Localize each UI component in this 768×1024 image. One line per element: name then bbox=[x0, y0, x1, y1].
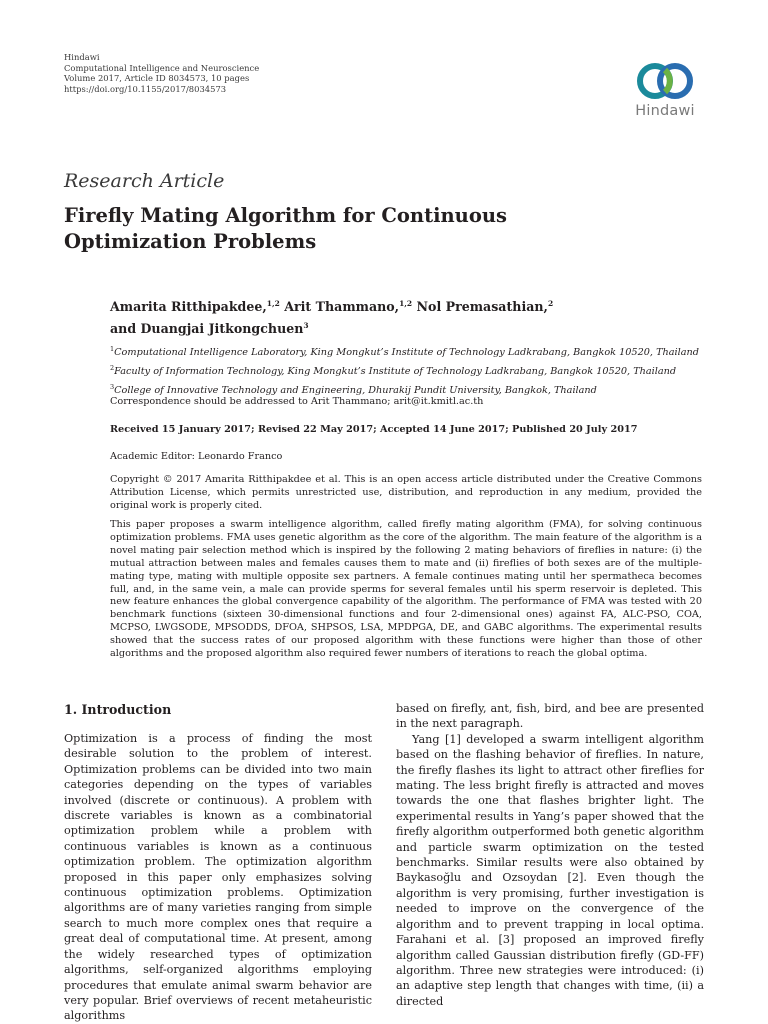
volume-line: Volume 2017, Article ID 8034573, 10 pages bbox=[64, 73, 250, 84]
paragraph: Yang [1] developed a swarm intelligent algorithm based on the flashing behavior of fireflies. In nature, the firefly flashes its light to attract other fireflies for mating. The less bright firefly is attracted and moves towards the one that flashes brighter light. The experimental results in Yang’s paper showed that the firefly algorithm outperformed both genetic algorithm and particle swarm optimization on the tested benchmarks. Similar results were also obtained by Baykasoğlu and Ozsoydan [2]. Even though the algorithm is very promising, further investigation is needed to improve on the convergence of the algorithm and to prevent trapping in local optima. Farahani et al. [3] proposed an improved firefly algorithm called Gaussian distribution firefly (GD-FF) algorithm. Three new strategies were introduced: (i) an adaptive step length that changes with time, (ii) a directed bbox=[396, 732, 704, 1008]
author-name: Arit Thammano, bbox=[284, 299, 400, 315]
affil-number: 3 bbox=[110, 382, 115, 391]
body-column-right bbox=[396, 701, 704, 1009]
author-name: Amarita Ritthipakdee, bbox=[110, 299, 267, 315]
author-affil-sup: 2 bbox=[547, 299, 554, 308]
journal-header bbox=[64, 52, 259, 94]
affil-text: College of Innovative Technology and Engineering, Dhurakij Pundit University, Bangkok, Thailand bbox=[114, 384, 597, 396]
author-affil-sup: 1,2 bbox=[399, 299, 413, 308]
affil-text: Computational Intelligence Laboratory, King Mongkut’s Institute of Technology Ladkrabang, Bangkok 10520, Thailand bbox=[114, 347, 699, 359]
affil-number: 2 bbox=[110, 363, 115, 372]
hindawi-rings-icon bbox=[634, 60, 696, 102]
section-heading-introduction: 1. Introduction bbox=[64, 702, 172, 717]
affiliation-item bbox=[110, 342, 710, 361]
author-name: and Duangjai Jitkongchuen bbox=[110, 321, 304, 337]
abstract: This paper proposes a swarm intelligence algorithm, called firefly mating algorithm (FMA), for solving continuous optimization problems. FMA uses genetic algorithm as the core of the algorithm. The main feature of the algorithm is a novel mating pair selection method which is inspired by the following 2 mating behaviors of fireflies in nature: (i) the mutual attraction between males and females causes them to mate and (ii) fireflies of both sexes are of the multiple-mating type, mating with multiple opposite sex partners. A female continues mating until her spermatheca becomes full, and, in the same vein, a male can provide sperms for several females until his sperm reservoir is depleted. This new feature enhances the global convergence capability of the algorithm. The performance of FMA was tested with 20 benchmark functions (sixteen 30-dimensional functions and four 2-dimensional ones) against FA, ALC-PSO, COA, MCPSO, LWGSODE, MPSODDS, DFOA, SHPSOS, LSA, MPDPGA, DE, and GABC algorithms. The experimental results showed that the success rates of our proposed algorithm with these functions were higher than those of other algorithms and the proposed algorithm also required fewer numbers of iterations to reach the global optima. bbox=[110, 519, 702, 660]
author-list bbox=[110, 294, 670, 338]
affil-number: 1 bbox=[110, 345, 115, 353]
academic-editor: Academic Editor: Leonardo Franco bbox=[110, 451, 283, 462]
affil-text: Faculty of Information Technology, King Mongkut’s Institute of Technology Ladkrabang, Bangkok 10520, Thailand bbox=[114, 366, 677, 378]
doi-link[interactable]: https://doi.org/10.1155/2017/8034573 bbox=[64, 83, 227, 94]
paragraph: Optimization is a process of finding the most desirable solution to the problem of interest. Optimization problems can be divided into two main categories depending on the types of variables involved (discrete or continuous). A problem with discrete variables is known as a combinatorial optimization problem while a problem with continuous variables is known as a continuous optimization problem. The optimization algorithm proposed in this paper only emphasizes solving continuous optimization problems. Optimization algorithms are of many varieties ranging from simple search to much more complex ones that require a great deal of computational time. At present, among the widely researched types of optimization algorithms, self-organized algorithms employing procedures that emulate animal swarm behavior are very popular. Brief overviews of recent metaheuristic algorithms bbox=[64, 732, 372, 1023]
affiliation-item bbox=[110, 361, 710, 380]
body-column-left bbox=[64, 731, 372, 1024]
journal-name: Computational Intelligence and Neuroscience bbox=[64, 62, 260, 73]
publication-dates: Received 15 January 2017; Revised 22 May 2017; Accepted 14 June 2017; Published 20 July 2017 bbox=[110, 424, 638, 435]
affiliation-list bbox=[110, 342, 710, 398]
logo-wordmark: Hindawi bbox=[635, 103, 695, 119]
paragraph: based on firefly, ant, fish, bird, and bee are presented in the next paragraph. bbox=[396, 702, 704, 731]
author-affil-sup: 3 bbox=[303, 321, 309, 331]
copyright-notice: Copyright © 2017 Amarita Ritthipakdee et al. This is an open access article distributed under the Creative Commons Attribution License, which permits unrestricted use, distribution, and reproduction in any medium, provided the original work is properly cited. bbox=[110, 474, 702, 511]
correspondence-line: Correspondence should be addressed to Arit Thammano; arit@it.kmitl.ac.th bbox=[110, 396, 484, 407]
article-type: Research Article bbox=[64, 170, 225, 192]
author-name: Nol Premasathian, bbox=[416, 299, 548, 315]
author-affil-sup: 1,2 bbox=[266, 299, 280, 308]
hindawi-logo bbox=[624, 60, 706, 119]
article-title: Firefly Mating Algorithm for Continuous Optimization Problems bbox=[64, 204, 508, 253]
publisher-name: Hindawi bbox=[64, 52, 100, 62]
